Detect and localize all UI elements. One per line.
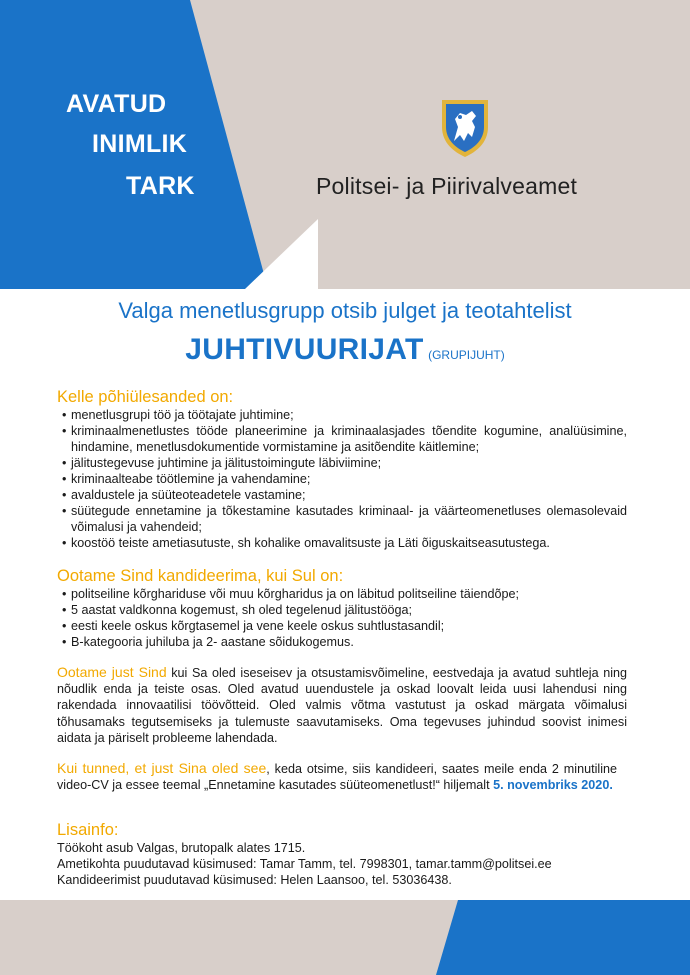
footer-background-shapes	[0, 900, 690, 975]
apply-text: , keda otsime, siis kandideeri, saates meile enda 2 minutiline video-CV ja essee teemal „Ennetamine kasutades süüteomenetlust!“ hiljemalt	[57, 762, 618, 793]
info-line-position-contact: Ametikohta puudutavad küsimused: Tamar Tamm, tel. 7998301, tamar.tamm@politsei.ee	[57, 857, 552, 871]
job-title	[0, 333, 690, 367]
info-section	[57, 820, 627, 888]
headline-line: Valga menetlusgrupp otsib julget ja teotahtelist	[118, 298, 572, 323]
list-item: • politseiline kõrghariduse või muu kõrgharidus ja on läbitud politseiline täiendõpe;	[57, 586, 627, 602]
police-crest-icon	[438, 97, 492, 159]
list-item: • jälitustegevuse juhtimine ja jälitustoimingute läbiviimine;	[57, 455, 627, 471]
info-line-location-salary: Töökoht asub Valgas, brutopalk alates 1715.	[57, 841, 306, 855]
agency-name: Politsei- ja Piirivalveamet	[316, 173, 578, 199]
info-heading: Lisainfo:	[57, 821, 119, 839]
list-item: • 5 aastat valdkonna kogemust, sh oled tegelenud jälitustööga;	[57, 602, 627, 618]
duties-section	[57, 387, 627, 551]
about-paragraph	[57, 664, 627, 746]
requirements-list	[57, 586, 627, 650]
info-line-application-contact: Kandideerimist puudutavad küsimused: Helen Laansoo, tel. 53036438.	[57, 873, 452, 887]
list-item: • B-kategooria juhiluba ja 2- aastane sõidukogemus.	[57, 634, 627, 650]
duties-heading: Kelle põhiülesanded on:	[57, 388, 234, 406]
list-item: • avaldustele ja süüteoteadetele vastamine;	[57, 487, 627, 503]
list-item: • süütegude ennetamine ja tõkestamine kasutades kriminaal- ja väärteomenetluses olemasolevaid võimalusi ja vahendeid;	[57, 503, 627, 535]
list-item: • kriminaalteabe töötlemine ja vahendamine;	[57, 471, 627, 487]
header-banner	[0, 0, 690, 289]
apply-paragraph	[57, 760, 617, 793]
list-item: • eesti keele oskus kõrgtasemel ja vene keele oskus suhtlustasandil;	[57, 618, 627, 634]
about-lead: Ootame just Sind	[57, 664, 167, 680]
duties-list	[57, 407, 627, 551]
slogan-word-1: AVATUD	[66, 90, 167, 118]
list-item: • menetlusgrupi töö ja töötajate juhtimine;	[57, 407, 627, 423]
apply-deadline: 5. novembriks 2020.	[493, 778, 613, 793]
job-title-main: JUHTIVUURIJAT	[185, 333, 424, 366]
list-item: • koostöö teiste ametiasutuste, sh kohalike omavalitsuste ja Läti õiguskaitseasutustega.	[57, 535, 627, 551]
requirements-section	[57, 566, 627, 650]
job-title-subtitle: (GRUPIJUHT)	[428, 348, 505, 362]
requirements-heading: Ootame Sind kandideerima, kui Sul on:	[57, 567, 344, 585]
footer-banner	[0, 900, 690, 975]
slogan-word-3: TARK	[126, 172, 195, 200]
about-text: kui Sa oled iseseisev ja otsustamisvõimeline, eestvedaja ja avatud suhtleja ning nõudlik enda ja teiste osas. Oled avatud uuendustele ja oskad loovalt leida uusi lahendusi ning rakendada innovaatilisi töövõtteid. Oled valmis võtma vastutust ja oskad märgata võimalusi tõhusamaks tegutsemiseks ja tulemuste saavutamiseks. Oma tegevuses juhindud soovist inimesi aidata ja päriselt probleeme lahendada.	[57, 666, 628, 745]
apply-lead: Kui tunned, et just Sina oled see	[57, 760, 267, 776]
footer-blue-panel	[436, 900, 690, 975]
list-item: • kriminaalmenetlustes tööde planeerimine ja kriminaalasjades tõendite kogumine, analüüsimine, hindamine, menetlusdokumentide vormistamine ja asitõendite käitlemine;	[57, 423, 627, 455]
slogan-word-2: INIMLIK	[92, 130, 188, 158]
